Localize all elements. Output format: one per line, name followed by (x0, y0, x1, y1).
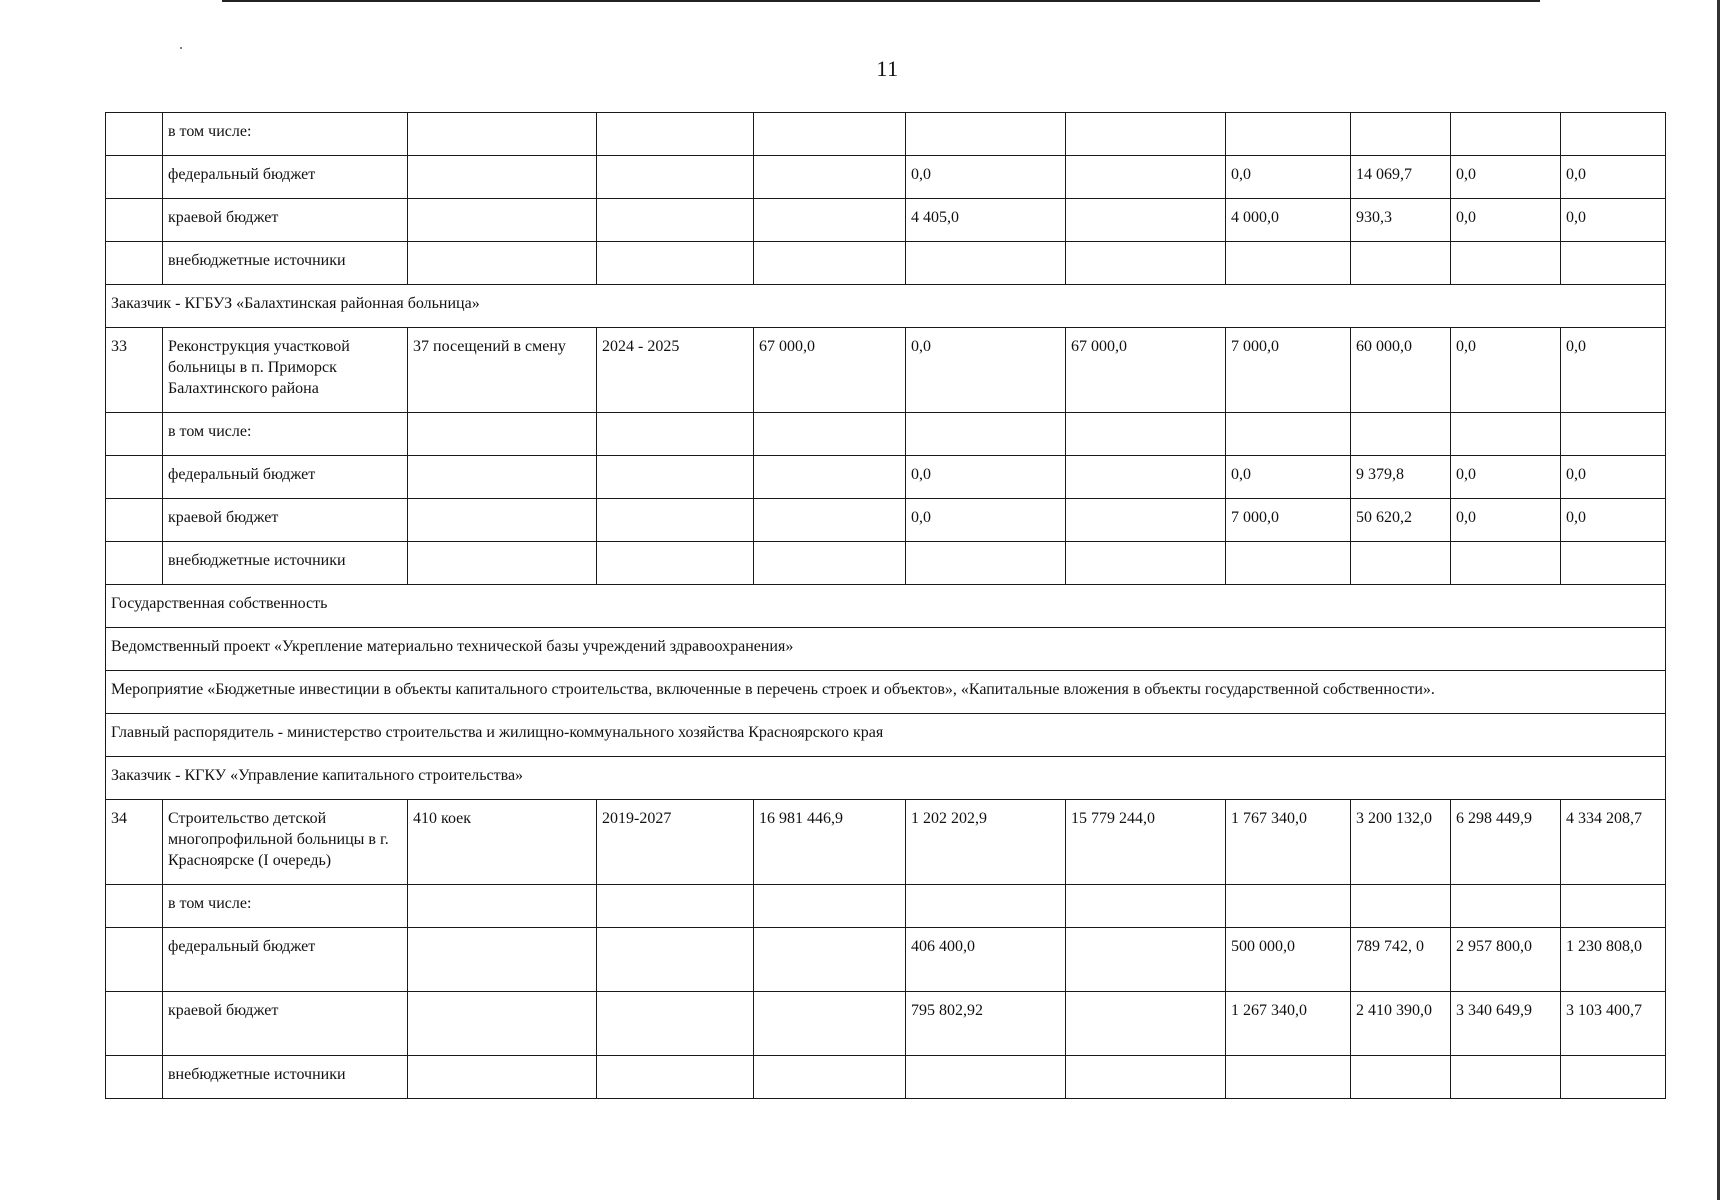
cell-year-2025: 7 000,0 (1226, 499, 1351, 542)
cell-year-2026: 3 200 132,0 (1351, 800, 1451, 885)
table-body (106, 113, 1666, 1099)
cell-remaining-cost (1066, 113, 1226, 156)
table-row (106, 413, 1666, 456)
cell-total-cost (754, 242, 906, 285)
table-row (106, 328, 1666, 413)
cell-capacity (408, 1056, 597, 1099)
table-row (106, 800, 1666, 885)
cell-period (597, 885, 754, 928)
section-row (106, 757, 1666, 800)
cell-year-2027: 0,0 (1451, 328, 1561, 413)
cell-item-name: внебюджетные источники (163, 542, 408, 585)
cell-funded-before: 0,0 (906, 156, 1066, 199)
cell-year-2026 (1351, 885, 1451, 928)
cell-row-number (106, 928, 163, 992)
cell-year-2026: 14 069,7 (1351, 156, 1451, 199)
cell-year-2025 (1226, 413, 1351, 456)
cell-year-2027 (1451, 1056, 1561, 1099)
cell-year-2026: 2 410 390,0 (1351, 992, 1451, 1056)
cell-funded-before (906, 113, 1066, 156)
cell-funded-before: 0,0 (906, 456, 1066, 499)
cell-remaining-cost: 15 779 244,0 (1066, 800, 1226, 885)
cell-funded-before (906, 242, 1066, 285)
cell-capacity (408, 542, 597, 585)
cell-period (597, 992, 754, 1056)
cell-year-2025 (1226, 113, 1351, 156)
cell-item-name: федеральный бюджет (163, 156, 408, 199)
section-row (106, 714, 1666, 757)
section-row (106, 585, 1666, 628)
cell-capacity (408, 199, 597, 242)
cell-row-number: 34 (106, 800, 163, 885)
cell-row-number (106, 456, 163, 499)
cell-row-number (106, 156, 163, 199)
cell-year-2028: 0,0 (1561, 156, 1666, 199)
cell-period (597, 199, 754, 242)
cell-capacity: 37 посещений в смену (408, 328, 597, 413)
cell-item-name: краевой бюджет (163, 199, 408, 242)
cell-year-2027: 0,0 (1451, 199, 1561, 242)
cell-year-2028: 4 334 208,7 (1561, 800, 1666, 885)
cell-period (597, 413, 754, 456)
cell-total-cost (754, 456, 906, 499)
cell-row-number (106, 992, 163, 1056)
cell-year-2028 (1561, 1056, 1666, 1099)
cell-remaining-cost: 67 000,0 (1066, 328, 1226, 413)
cell-year-2025: 7 000,0 (1226, 328, 1351, 413)
cell-row-number (106, 413, 163, 456)
cell-period (597, 928, 754, 992)
table-row (106, 113, 1666, 156)
cell-year-2027: 0,0 (1451, 156, 1561, 199)
cell-item-name: внебюджетные источники (163, 242, 408, 285)
table-row (106, 1056, 1666, 1099)
table-row (106, 499, 1666, 542)
table-row (106, 992, 1666, 1056)
section-heading-cell: Заказчик - КГКУ «Управление капитального строительства» (106, 757, 1666, 800)
cell-funded-before (906, 1056, 1066, 1099)
cell-row-number (106, 199, 163, 242)
cell-year-2028: 3 103 400,7 (1561, 992, 1666, 1056)
cell-capacity (408, 928, 597, 992)
section-row (106, 671, 1666, 714)
cell-row-number (106, 113, 163, 156)
cell-year-2026: 60 000,0 (1351, 328, 1451, 413)
cell-funded-before (906, 542, 1066, 585)
cell-total-cost (754, 199, 906, 242)
section-heading-cell: Ведомственный проект «Укрепление материально технической базы учреждений здравоохранения» (106, 628, 1666, 671)
cell-item-name: в том числе: (163, 885, 408, 928)
cell-period (597, 1056, 754, 1099)
cell-year-2028 (1561, 413, 1666, 456)
cell-row-number: 33 (106, 328, 163, 413)
cell-item-name: внебюджетные источники (163, 1056, 408, 1099)
cell-capacity (408, 885, 597, 928)
page-number: 11 (876, 56, 899, 81)
cell-capacity (408, 242, 597, 285)
section-heading-cell: Государственная собственность (106, 585, 1666, 628)
table-row (106, 199, 1666, 242)
cell-year-2028: 0,0 (1561, 199, 1666, 242)
cell-year-2027: 0,0 (1451, 499, 1561, 542)
cell-year-2028: 0,0 (1561, 456, 1666, 499)
cell-year-2026: 789 742, 0 (1351, 928, 1451, 992)
cell-remaining-cost (1066, 413, 1226, 456)
cell-remaining-cost (1066, 992, 1226, 1056)
cell-remaining-cost (1066, 456, 1226, 499)
cell-total-cost: 67 000,0 (754, 328, 906, 413)
cell-remaining-cost (1066, 156, 1226, 199)
cell-year-2025: 500 000,0 (1226, 928, 1351, 992)
cell-item-name: в том числе: (163, 413, 408, 456)
cell-year-2026: 9 379,8 (1351, 456, 1451, 499)
cell-period (597, 113, 754, 156)
cell-remaining-cost (1066, 542, 1226, 585)
cell-year-2025 (1226, 242, 1351, 285)
cell-year-2027: 3 340 649,9 (1451, 992, 1561, 1056)
cell-capacity: 410 коек (408, 800, 597, 885)
cell-item-name: Строительство детской многопрофильной больницы в г. Красноярске (I очередь) (163, 800, 408, 885)
table-row (106, 456, 1666, 499)
cell-year-2025: 0,0 (1226, 456, 1351, 499)
cell-total-cost (754, 113, 906, 156)
cell-year-2026: 50 620,2 (1351, 499, 1451, 542)
cell-total-cost: 16 981 446,9 (754, 800, 906, 885)
page-edge (1717, 0, 1720, 1200)
cell-year-2028 (1561, 885, 1666, 928)
cell-year-2025: 0,0 (1226, 156, 1351, 199)
cell-year-2028: 1 230 808,0 (1561, 928, 1666, 992)
budget-table (105, 112, 1666, 1099)
cell-period (597, 499, 754, 542)
cell-year-2027 (1451, 885, 1561, 928)
cell-period (597, 156, 754, 199)
cell-row-number (106, 1056, 163, 1099)
cell-remaining-cost (1066, 199, 1226, 242)
cell-year-2027: 2 957 800,0 (1451, 928, 1561, 992)
top-rule (222, 0, 1540, 2)
cell-year-2026 (1351, 113, 1451, 156)
cell-row-number (106, 242, 163, 285)
cell-funded-before: 795 802,92 (906, 992, 1066, 1056)
cell-year-2028 (1561, 542, 1666, 585)
cell-year-2027: 0,0 (1451, 456, 1561, 499)
section-row (106, 628, 1666, 671)
cell-remaining-cost (1066, 499, 1226, 542)
section-heading-cell: Главный распорядитель - министерство строительства и жилищно-коммунального хозяйства Красноярского края (106, 714, 1666, 757)
section-heading-cell: Заказчик - КГБУЗ «Балахтинская районная больница» (106, 285, 1666, 328)
cell-row-number (106, 499, 163, 542)
cell-period (597, 456, 754, 499)
cell-capacity (408, 456, 597, 499)
table-row (106, 928, 1666, 992)
cell-remaining-cost (1066, 928, 1226, 992)
cell-period: 2024 - 2025 (597, 328, 754, 413)
table-row (106, 156, 1666, 199)
cell-year-2026 (1351, 542, 1451, 585)
cell-row-number (106, 542, 163, 585)
cell-row-number (106, 885, 163, 928)
cell-period: 2019-2027 (597, 800, 754, 885)
cell-year-2027 (1451, 113, 1561, 156)
cell-item-name: федеральный бюджет (163, 928, 408, 992)
cell-year-2026 (1351, 413, 1451, 456)
cell-funded-before: 406 400,0 (906, 928, 1066, 992)
cell-year-2026: 930,3 (1351, 199, 1451, 242)
cell-funded-before (906, 413, 1066, 456)
cell-period (597, 242, 754, 285)
cell-total-cost (754, 885, 906, 928)
cell-total-cost (754, 413, 906, 456)
cell-capacity (408, 113, 597, 156)
cell-funded-before: 4 405,0 (906, 199, 1066, 242)
cell-capacity (408, 499, 597, 542)
cell-year-2027 (1451, 242, 1561, 285)
cell-year-2025 (1226, 1056, 1351, 1099)
cell-item-name: федеральный бюджет (163, 456, 408, 499)
cell-item-name: Реконструкция участковой больницы в п. Приморск Балахтинского района (163, 328, 408, 413)
section-row (106, 285, 1666, 328)
section-heading-cell: Мероприятие «Бюджетные инвестиции в объекты капитального строительства, включенные в перечень строек и объектов», «Капитальные вложения в объекты государственной собственности». (106, 671, 1666, 714)
cell-year-2028 (1561, 113, 1666, 156)
table-row (106, 885, 1666, 928)
cell-period (597, 542, 754, 585)
cell-year-2026 (1351, 1056, 1451, 1099)
cell-item-name: в том числе: (163, 113, 408, 156)
cell-funded-before: 0,0 (906, 328, 1066, 413)
cell-year-2027 (1451, 413, 1561, 456)
cell-year-2025: 4 000,0 (1226, 199, 1351, 242)
table-row (106, 242, 1666, 285)
cell-total-cost (754, 928, 906, 992)
cell-year-2027 (1451, 542, 1561, 585)
cell-total-cost (754, 499, 906, 542)
cell-item-name: краевой бюджет (163, 499, 408, 542)
cell-year-2026 (1351, 242, 1451, 285)
table-row (106, 542, 1666, 585)
cell-funded-before: 1 202 202,9 (906, 800, 1066, 885)
cell-year-2025: 1 767 340,0 (1226, 800, 1351, 885)
cell-total-cost (754, 992, 906, 1056)
cell-remaining-cost (1066, 242, 1226, 285)
cell-year-2025 (1226, 885, 1351, 928)
cell-capacity (408, 413, 597, 456)
cell-item-name: краевой бюджет (163, 992, 408, 1056)
cell-total-cost (754, 1056, 906, 1099)
cell-total-cost (754, 542, 906, 585)
cell-remaining-cost (1066, 1056, 1226, 1099)
cell-year-2028 (1561, 242, 1666, 285)
cell-funded-before (906, 885, 1066, 928)
cell-year-2025: 1 267 340,0 (1226, 992, 1351, 1056)
cell-remaining-cost (1066, 885, 1226, 928)
cell-year-2028: 0,0 (1561, 499, 1666, 542)
cell-year-2027: 6 298 449,9 (1451, 800, 1561, 885)
cell-year-2028: 0,0 (1561, 328, 1666, 413)
cell-year-2025 (1226, 542, 1351, 585)
cell-capacity (408, 156, 597, 199)
cell-capacity (408, 992, 597, 1056)
cell-funded-before: 0,0 (906, 499, 1066, 542)
cell-total-cost (754, 156, 906, 199)
scan-speck (180, 47, 182, 49)
